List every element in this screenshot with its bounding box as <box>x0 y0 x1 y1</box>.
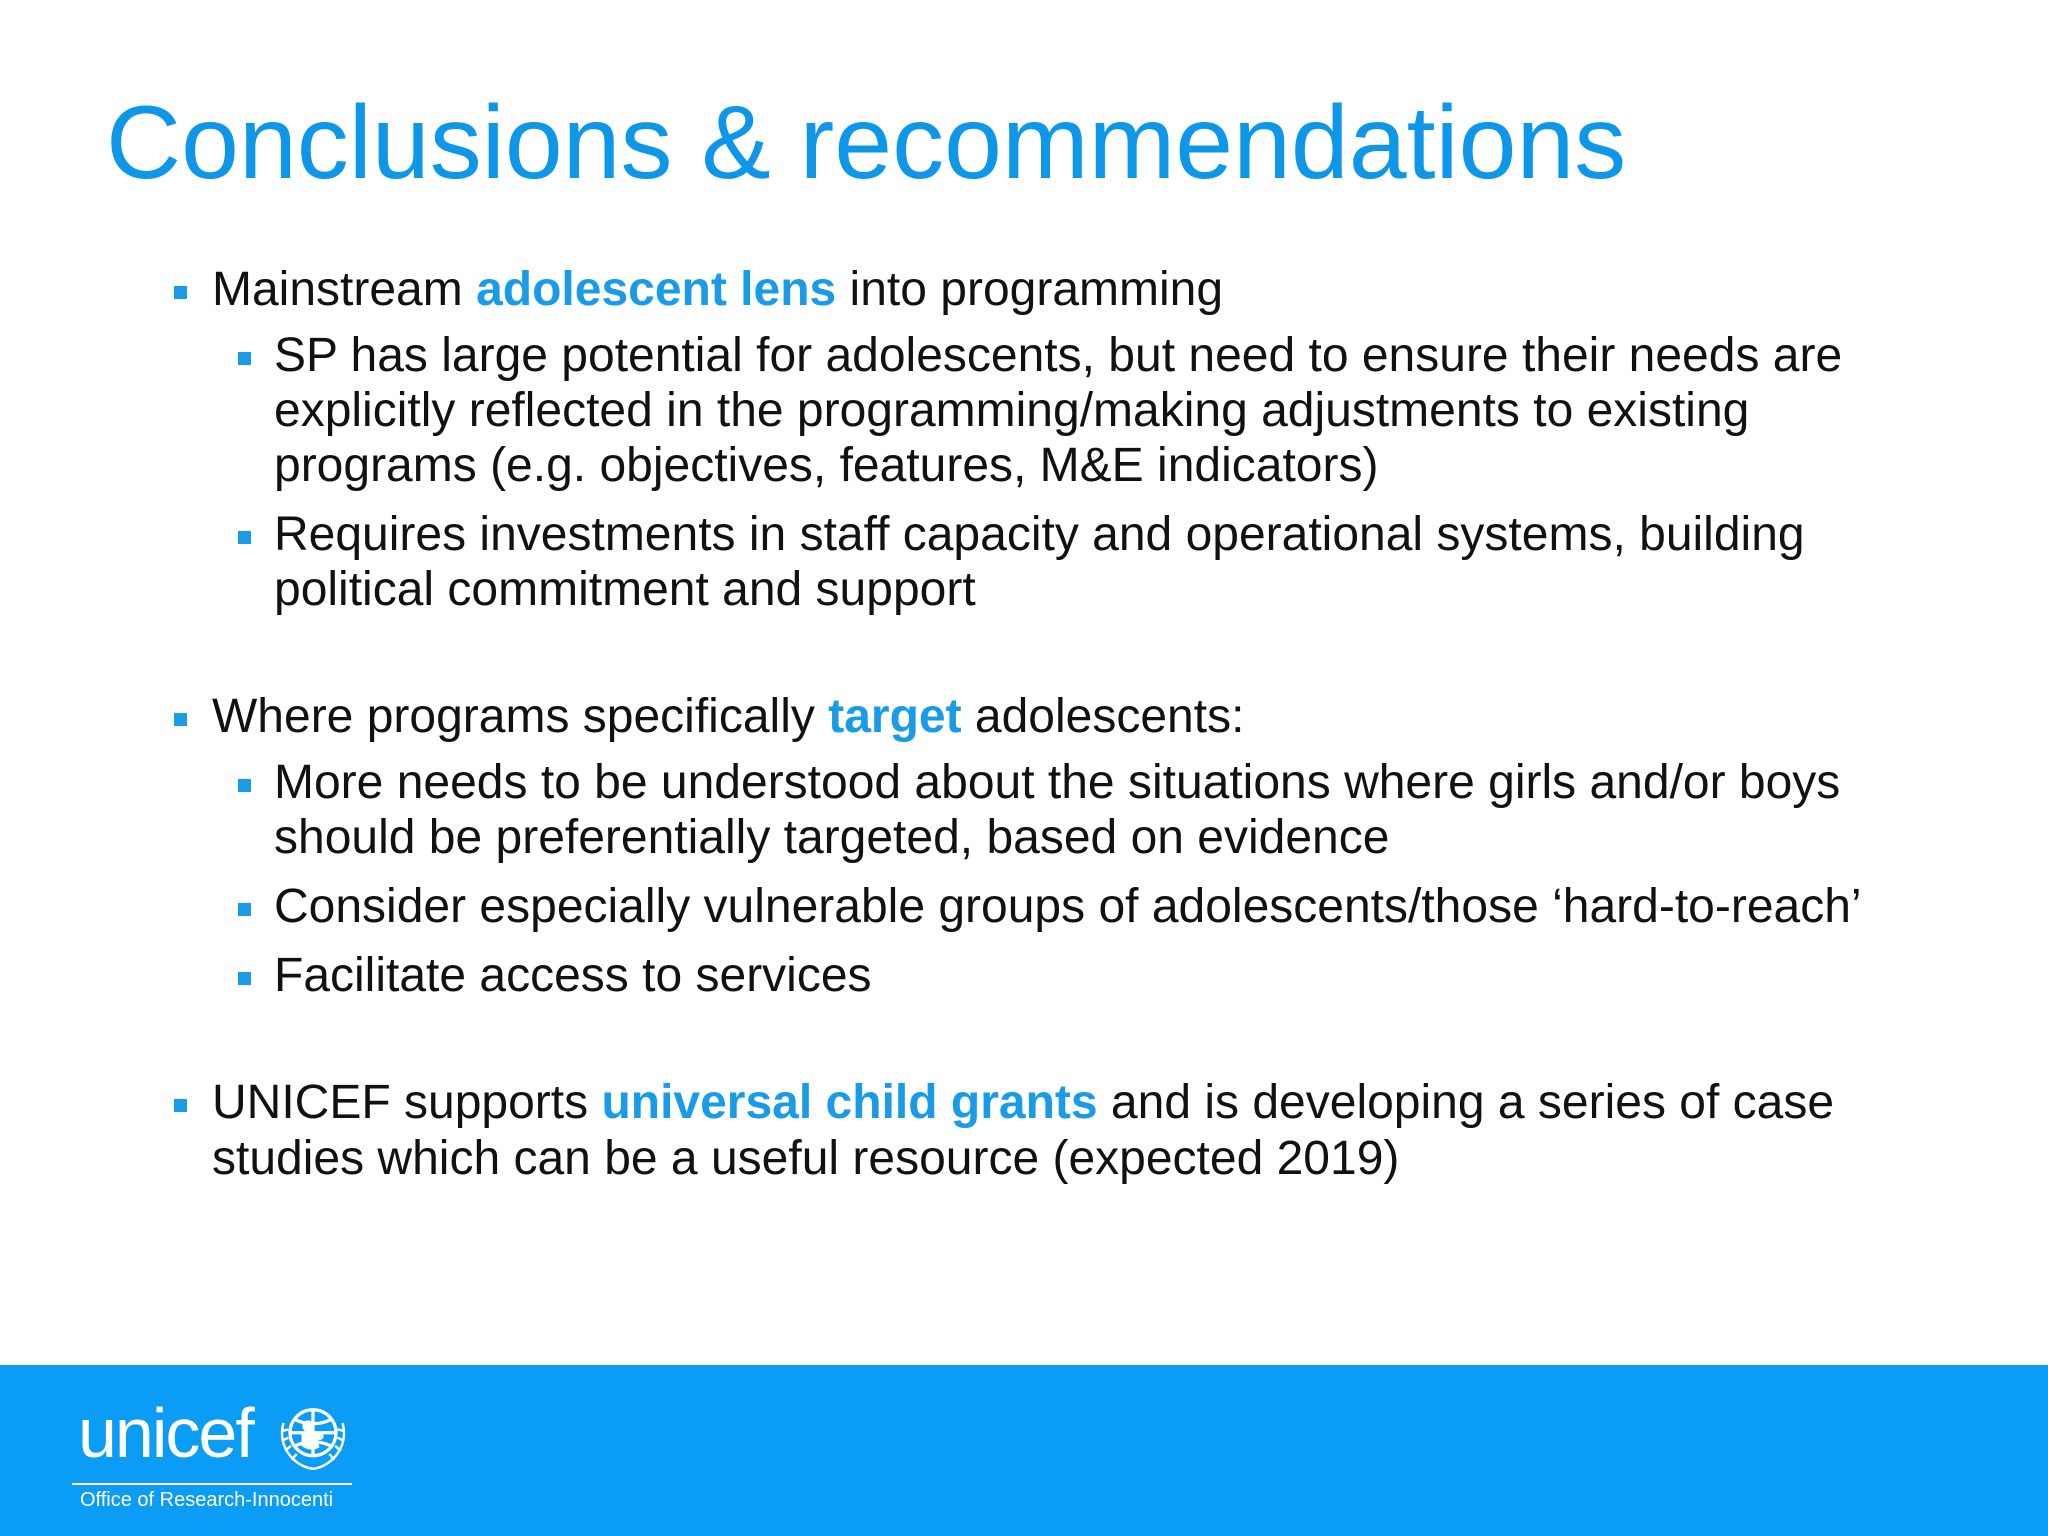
bullet-text: Where programs specifically <box>212 690 829 743</box>
bullet-text: into programming <box>836 263 1224 316</box>
bullet-text: UNICEF supports <box>212 1076 602 1129</box>
bullet-text: and is developing a series of case studies which can be a useful resource (expected 2019) <box>212 1076 1835 1185</box>
sub-bullet-item: Consider especially vulnerable groups of adolescents/those ‘hard-to-reach’ <box>232 879 1894 934</box>
bullet-group-target <box>170 689 1890 1003</box>
bullet-item <box>170 262 1890 318</box>
bullet-group-universal-grants <box>170 1075 1890 1187</box>
logo-wordmark: unicef <box>78 1394 253 1472</box>
unicef-logo <box>72 1393 362 1513</box>
logo-subtitle: Office of Research-Innocenti <box>80 1489 334 1511</box>
bullet-group-adolescent-lens <box>170 262 1890 617</box>
sub-bullet-list <box>232 755 1890 1003</box>
sub-bullet-item: Facilitate access to services <box>232 948 1894 1003</box>
logo-divider <box>72 1483 352 1485</box>
bullet-highlight: adolescent lens <box>476 263 837 316</box>
sub-bullet-list <box>232 328 1890 617</box>
bullet-highlight: universal child grants <box>601 1076 1098 1129</box>
unicef-emblem-icon <box>272 1395 354 1477</box>
bullet-item <box>170 689 1890 745</box>
bullet-item <box>170 1075 1890 1187</box>
slide-title: Conclusions & recommendations <box>106 85 1627 201</box>
bullet-text: Mainstream <box>212 263 477 316</box>
bullet-list <box>170 262 1890 1259</box>
bullet-highlight: target <box>828 690 962 743</box>
sub-bullet-item: More needs to be understood about the situations where girls and/or boys should be preferentially targeted, based on evidence <box>232 755 1894 865</box>
bullet-text: adolescents: <box>961 690 1245 743</box>
sub-bullet-item: Requires investments in staff capacity and operational systems, building political commitment and support <box>232 507 1894 617</box>
sub-bullet-item: SP has large potential for adolescents, but need to ensure their needs are explicitly reflected in the programming/making adjustments to existing programs (e.g. objectives, features, M&E indicators) <box>232 328 1894 493</box>
